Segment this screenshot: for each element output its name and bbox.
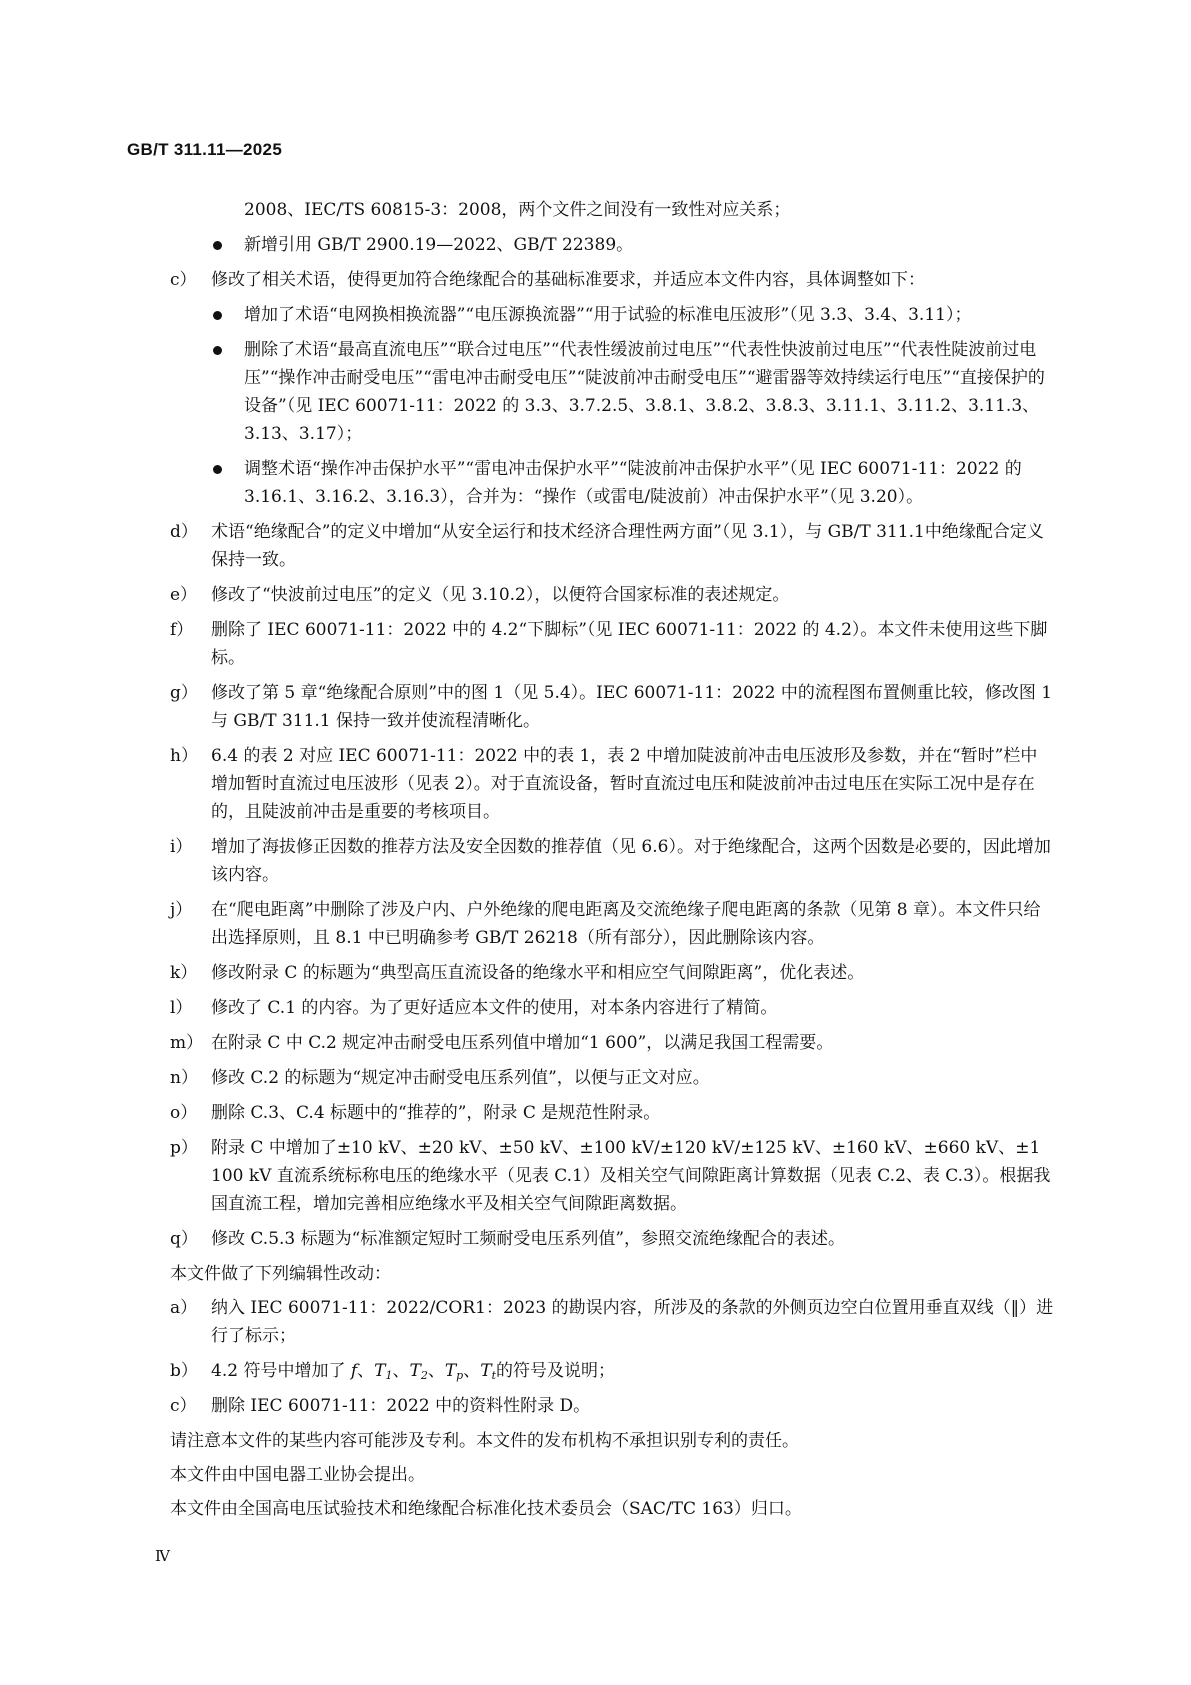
bullet-text: 删除了术语“最高直流电压”“联合过电压”“代表性缓波前过电压”“代表性快波前过电压”“代表性陡波前过电压”“操作冲击耐受电压”“雷电冲击耐受电压”“陡波前冲击耐受电压”“避雷器等效持续运行电压”“直接保护的设备”（见 IEC 60071-11：2022 的 3.3、3.7.2.5、3.8.1、3.8.2、3.8.3、3.11.1、3.11.2、3.11.3、3.13、3.17）； (244, 340, 1045, 444)
document-id-header: GB/T 311.11—2025 (127, 140, 283, 159)
item-text: 删除 C.3、C.4 标题中的“推荐的”，附录 C 是规范性附录。 (211, 1103, 661, 1123)
item-label: q） (170, 1229, 198, 1249)
list-item-h (170, 742, 1054, 826)
symbol-T1 (374, 1361, 392, 1381)
bullet-item (170, 455, 1054, 511)
item-label: a） (170, 1298, 198, 1318)
item-label: h） (170, 746, 198, 766)
proposer-statement: 本文件由中国电器工业协会提出。 (170, 1465, 425, 1485)
list-item-o (170, 1099, 1054, 1127)
administrator-statement: 本文件由全国高电压试验技术和绝缘配合标准化技术委员会（SAC/TC 163）归口。 (170, 1499, 802, 1519)
item-text: 增加了海拔修正因数的推荐方法及安全因数的推荐值（见 6.6）。对于绝缘配合，这两个因数是必要的，因此增加该内容。 (211, 837, 1051, 885)
item-text: 修改了第 5 章“绝缘配合原则”中的图 1（见 5.4）。IEC 60071-11：2022 中的流程图布置侧重比较，修改图 1 与 GB/T 311.1 保持一致并使流程清晰化。 (211, 683, 1053, 731)
symbol-intro: 4.2 符号中增加了 (211, 1361, 351, 1381)
symbol-Tp (445, 1361, 463, 1381)
item-text: 修改 C.2 的标题为“规定冲击耐受电压系列值”，以便与正文对应。 (211, 1068, 710, 1088)
symbol-T: T (480, 1361, 492, 1381)
list-item-e (170, 581, 1054, 609)
bullet-text: 增加了术语“电网换相换流器”“电压源换流器”“用于试验的标准电压波形”（见 3.3、3.4、3.11）； (244, 305, 972, 325)
item-label: b） (170, 1361, 198, 1381)
item-label: d） (170, 522, 198, 542)
symbol-Tt (480, 1361, 496, 1381)
item-text: 在附录 C 中 C.2 规定冲击耐受电压系列值中增加“1 600”，以满足我国工程需要。 (211, 1033, 834, 1053)
bullet-item (170, 301, 1054, 329)
item-label: g） (170, 683, 198, 703)
list-item-g (170, 679, 1054, 735)
list-item-n (170, 1064, 1054, 1092)
list-item-d (170, 518, 1054, 574)
list-item-i (170, 833, 1054, 889)
editorial-item-b (170, 1357, 1054, 1385)
editorial-intro: 本文件做了下列编辑性改动： (170, 1264, 391, 1284)
bullet-item (170, 231, 1054, 259)
item-text: 删除了 IEC 60071-11：2022 中的 4.2“下脚标”（见 IEC 60071-11：2022 的 4.2）。本文件未使用这些下脚标。 (211, 620, 1048, 668)
list-item-j (170, 896, 1054, 952)
editorial-item-c (170, 1392, 1054, 1420)
bullet-dot-icon (213, 241, 222, 250)
page-number: Ⅳ (155, 1547, 170, 1565)
symbol-T: T (409, 1361, 421, 1381)
item-label: k） (170, 963, 198, 983)
symbol-outro: 的符号及说明； (495, 1361, 615, 1381)
item-label: c） (170, 270, 197, 290)
item-text (211, 1361, 615, 1381)
item-label: i） (170, 837, 193, 857)
item-text: 6.4 的表 2 对应 IEC 60071-11：2022 中的表 1，表 2 中增加陡波前冲击电压波形及参数，并在“暂时”栏中增加暂时直流过电压波形（见表 2）。对于直流设备，暂时直流过电压和陡波前冲击过电压在实际工况中是存在的，且陡波前冲击是重要的考核项目。 (211, 746, 1038, 822)
bullet-dot-icon (213, 465, 222, 474)
subscript: 2 (420, 1369, 428, 1382)
item-label: c） (170, 1396, 197, 1416)
list-item-l (170, 994, 1054, 1022)
item-label: e） (170, 585, 198, 605)
item-label: n） (170, 1068, 198, 1088)
symbol-T2 (409, 1361, 427, 1381)
item-text: 纳入 IEC 60071-11：2022/COR1：2023 的勘误内容，所涉及的条款的外侧页边空白位置用垂直双线（‖）进行了标示； (211, 1298, 1054, 1346)
list-item-c (170, 266, 1054, 294)
bullet-text: 新增引用 GB/T 2900.19—2022、GB/T 22389。 (244, 235, 634, 255)
page-content (170, 196, 1054, 1529)
symbol-separator: 、 (463, 1361, 481, 1381)
item-text: 修改附录 C 的标题为“典型高压直流设备的绝缘水平和相应空气间隙距离”，优化表述。 (211, 963, 865, 983)
item-label: o） (170, 1103, 198, 1123)
symbol-f: f (350, 1361, 358, 1381)
symbol-separator: 、 (427, 1361, 445, 1381)
item-label: m） (170, 1033, 204, 1053)
item-text: 修改了相关术语，使得更加符合绝缘配合的基础标准要求，并适应本文件内容，具体调整如下： (211, 270, 925, 290)
subscript: p (456, 1369, 464, 1382)
item-label: f） (170, 620, 194, 640)
list-item-p (170, 1134, 1054, 1218)
symbol-T: T (374, 1361, 386, 1381)
item-text: 术语“绝缘配合”的定义中增加“从安全运行和技术经济合理性两方面”（见 3.1），与 GB/T 311.1中绝缘配合定义保持一致。 (211, 522, 1044, 570)
list-item-m (170, 1029, 1054, 1057)
item-label: l） (170, 998, 193, 1018)
symbol-separator: 、 (357, 1361, 375, 1381)
subscript: t (491, 1369, 496, 1382)
list-item-f (170, 616, 1054, 672)
editorial-item-a (170, 1294, 1054, 1350)
item-label: j） (170, 900, 193, 920)
item-text: 修改 C.5.3 标题为“标准额定短时工频耐受电压系列值”，参照交流绝缘配合的表述。 (211, 1229, 846, 1249)
item-text: 修改了 C.1 的内容。为了更好适应本文件的使用，对本条内容进行了精简。 (211, 998, 778, 1018)
list-item-q (170, 1225, 1054, 1253)
subscript: 1 (385, 1369, 393, 1382)
list-item-k (170, 959, 1054, 987)
bullet-dot-icon (213, 311, 222, 320)
bullet-item (170, 336, 1054, 448)
symbol-separator: 、 (392, 1361, 410, 1381)
item-text: 删除 IEC 60071-11：2022 中的资料性附录 D。 (211, 1396, 591, 1416)
bullet-dot-icon (213, 346, 222, 355)
item-label: p） (170, 1138, 198, 1158)
item-text: 在“爬电距离”中删除了涉及户内、户外绝缘的爬电距离及交流绝缘子爬电距离的条款（见第 8 章）。本文件只给出选择原则，且 8.1 中已明确参考 GB/T 26218（所有部分），因此删除该内容。 (211, 900, 1041, 948)
symbol-T: T (444, 1361, 457, 1381)
item-text: 修改了“快波前过电压”的定义（见 3.10.2），以便符合国家标准的表述规定。 (211, 585, 790, 605)
item-text: 附录 C 中增加了±10 kV、±20 kV、±50 kV、±100 kV/±120 kV/±125 kV、±160 kV、±660 kV、±1 100 kV 直流系统标称电压的绝缘水平（见表 C.1）及相关空气间隙距离计算数据（见表 C.2、表 C.3）。根据我国直流工程，增加完善相应绝缘水平及相关空气间隙距离数据。 (211, 1138, 1051, 1214)
continued-line: 2008、IEC/TS 60815-3：2008，两个文件之间没有一致性对应关系； (244, 200, 791, 220)
bullet-text: 调整术语“操作冲击保护水平”“雷电冲击保护水平”“陡波前冲击保护水平”（见 IEC 60071-11：2022 的 3.16.1、3.16.2、3.16.3），合并为：“操作（或雷电/陡波前）冲击保护水平”（见 3.20）。 (244, 459, 1022, 507)
patent-notice: 请注意本文件的某些内容可能涉及专利。本文件的发布机构不承担识别专利的责任。 (170, 1431, 799, 1451)
